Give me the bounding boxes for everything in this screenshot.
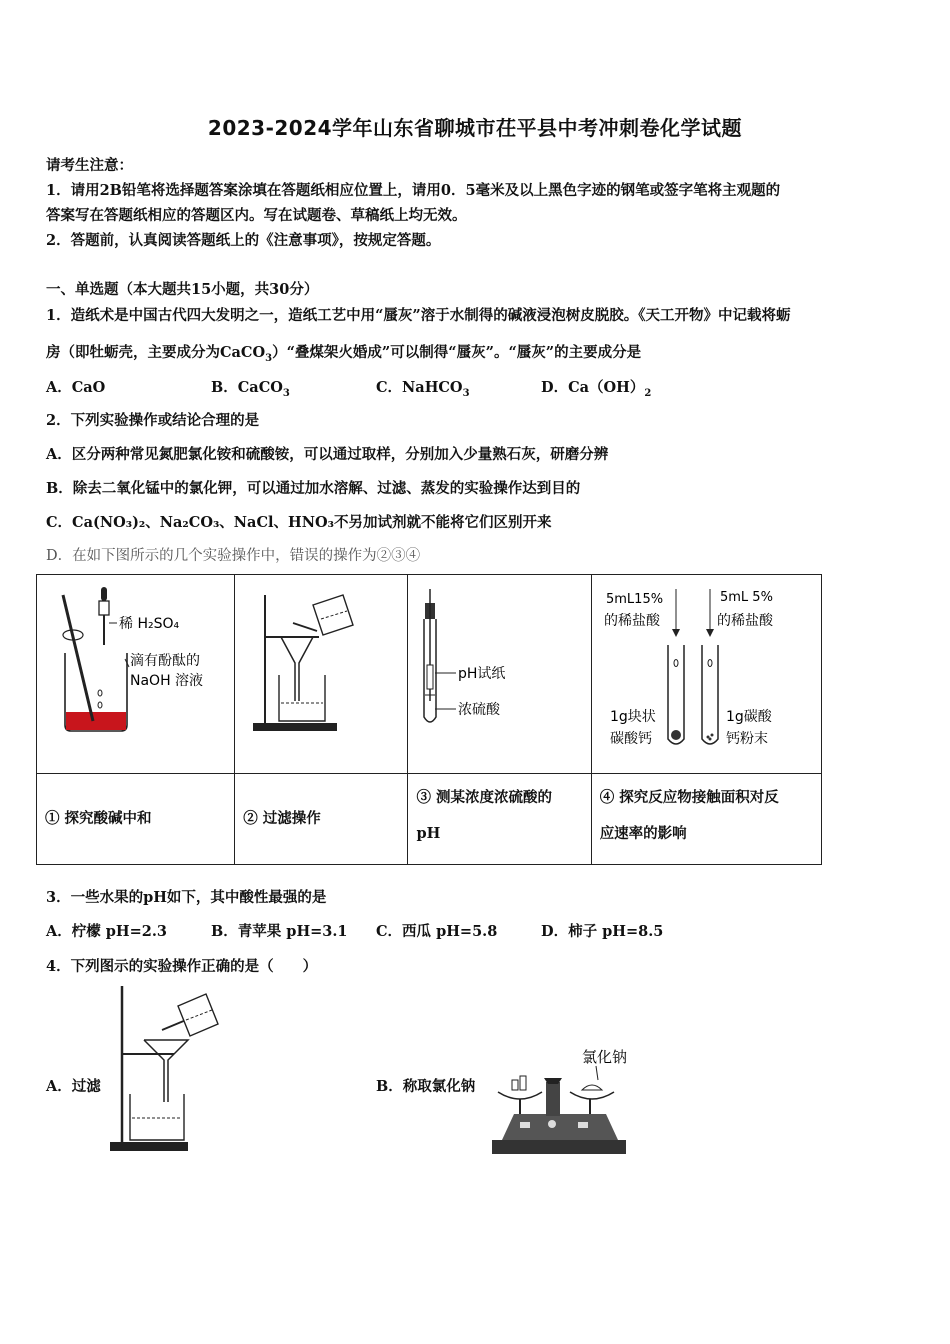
q1-stem-b: 房（即牡蛎壳，主要成分为CaCO$_3$）“叠煤架火婚成”可以制得“蜃灰”。“蜃灰”的主要成分是 — [46, 344, 642, 364]
q4-option-a[interactable]: A．过滤 — [46, 1078, 101, 1095]
notice-heading: 请考生注意： — [46, 157, 133, 174]
q1-option-c[interactable]: C．NaHCO$_3$ — [376, 379, 470, 399]
section-heading: 一、单选题（本大题共15小题，共30分） — [46, 281, 319, 298]
label-naoh-solution: NaOH 溶液 — [130, 673, 204, 689]
q4-filtration-figure — [104, 984, 228, 1160]
q1-stem-a: 1．造纸术是中国古代四大发明之一，造纸工艺中用“蜃灰”溶于水制得的碱液浸泡树皮脱胶。《天工开物》中记载将蛎 — [46, 307, 791, 324]
q2-option-c[interactable]: C．Ca(NO₃)₂、Na₂CO₃、NaCl、HNO₃不另加试剂就不能将它们区别开来 — [46, 514, 552, 531]
q2-option-b[interactable]: B．除去二氧化锰中的氯化钾，可以通过加水溶解、过滤、蒸发的实验操作达到目的 — [46, 480, 581, 497]
experiment-figure-table — [36, 574, 822, 865]
q4-stem: 4．下列图示的实验操作正确的是（ ） — [46, 958, 318, 975]
label-conc-sulfuric: 浓硫酸 — [458, 702, 501, 718]
label-ph-paper: pH试纸 — [458, 666, 506, 682]
q1-option-d[interactable]: D．$Ca(OH)_2$ — [541, 379, 652, 399]
figure-ph-test — [408, 575, 591, 774]
q1-option-b[interactable]: B．CaCO$_3$ — [211, 379, 290, 399]
q2-option-a[interactable]: A．区分两种常见氮肥氯化铵和硫酸铵，可以通过取样，分别加入少量熟石灰，研磨分辨 — [46, 446, 609, 463]
reaction-rate-diagram — [592, 575, 821, 769]
label-lump-caco3-a: 1g块状 — [609, 709, 656, 725]
notice-item-2: 2．答题前，认真阅读答题纸上的《注意事项》，按规定答题。 — [46, 232, 441, 249]
caption-filtration: ② 过滤操作 — [235, 774, 408, 865]
q4-balance-figure — [490, 1044, 642, 1158]
label-dilute-h2so4: 稀 H₂SO₄ — [119, 616, 180, 632]
acid-base-diagram — [37, 575, 234, 769]
q3-option-a[interactable]: A．柠檬 pH=2.3 — [46, 923, 168, 940]
q3-option-d[interactable]: D．柿子 pH=8.5 — [541, 923, 664, 940]
label-15pct-acid: 的稀盐酸 — [603, 613, 660, 629]
label-5pct-volume: 5mL 5% — [719, 590, 773, 605]
caption-acid-base: ① 探究酸碱中和 — [37, 774, 235, 865]
notice-item-1b: 答案写在答题纸相应的答题区内。写在试题卷、草稿纸上均无效。 — [46, 207, 467, 224]
notice-item-1a: 1．请用2B铅笔将选择题答案涂填在答题纸相应位置上，请用0．5毫米及以上黑色字迹的钢笔或签字笔将主观题的 — [46, 182, 781, 199]
label-powder-caco3-a: 1g碳酸 — [725, 709, 772, 725]
q3-option-b[interactable]: B．青苹果 pH=3.1 — [211, 923, 348, 940]
q2-stem: 2．下列实验操作或结论合理的是 — [46, 412, 260, 429]
q1-option-a[interactable]: A．CaO — [46, 379, 106, 396]
figure-filtration — [235, 575, 408, 774]
q4-option-b[interactable]: B．称取氯化钠 — [376, 1078, 476, 1095]
q2-option-d[interactable]: D．在如下图所示的几个实验操作中，错误的操作为②③④ — [46, 548, 421, 564]
label-15pct-volume: 5mL15% — [605, 592, 663, 607]
label-lump-caco3-b: 碳酸钙 — [609, 731, 652, 747]
label-powder-caco3-b: 钙粉末 — [725, 731, 768, 747]
q3-option-c[interactable]: C．西瓜 pH=5.8 — [376, 923, 498, 940]
caption-ph-test: ③ 测某浓度浓硫酸的 pH — [408, 774, 591, 865]
figure-acid-base — [37, 575, 235, 774]
caption-reaction-rate: ④ 探究反应物接触面积对反 应速率的影响 — [591, 774, 821, 865]
label-phenolphthalein: 滴有酚酞的 — [130, 653, 200, 669]
ph-test-diagram — [408, 575, 590, 769]
label-sodium-chloride: 氯化钠 — [582, 1048, 628, 1066]
label-5pct-acid: 的稀盐酸 — [716, 613, 773, 629]
filtration-diagram — [235, 575, 407, 769]
figure-reaction-rate — [591, 575, 821, 774]
q3-stem: 3．一些水果的pH如下，其中酸性最强的是 — [46, 889, 327, 906]
page-title: 2023-2024学年山东省聊城市茌平县中考冲刺卷化学试题 — [207, 116, 743, 140]
